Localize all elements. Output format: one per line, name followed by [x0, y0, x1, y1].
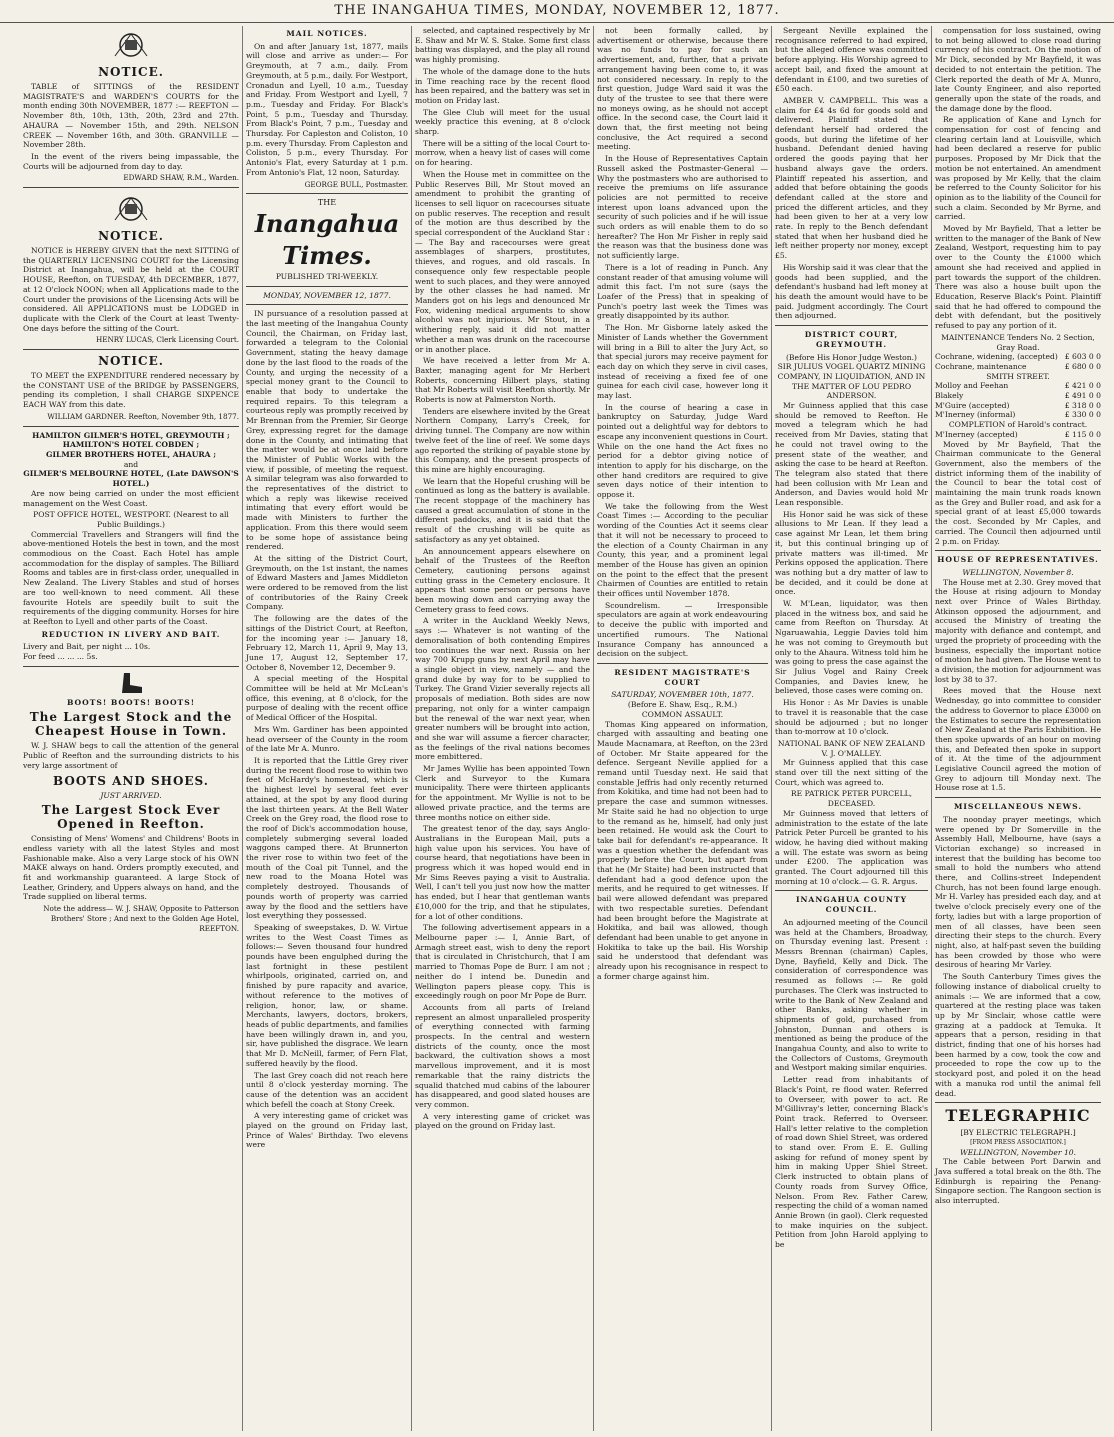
notice-heading: NOTICE. — [98, 65, 164, 79]
smith-street-heading: SMITH STREET. — [986, 371, 1050, 381]
post-office-hotel: POST OFFICE HOTEL, WESTPORT. (Nearest to all Public Buildings.) — [33, 510, 229, 529]
district-court-heading: DISTRICT COURT, GREYMOUTH. — [804, 330, 899, 349]
house-report: Rees moved that the House next Wednesday, go into committee to consider the address to Governor to place £3000 on the Estimates to secure the representation of New Zealand at the Paris Exhibition. He then spoke upwards of an hour on moving this, and Defeated then spoke in support of it. At the time of the adjournment Legislative Council agreed the motion of Grey to adjourn till Monday next. The House rose at 1.5. — [935, 686, 1101, 793]
hotel-name: and — [123, 459, 139, 469]
travellers-text: Commercial Travellers and Strangers will find the above-mentioned Hotels the best in town, and the most commodious on the Coast. Each Hotel has ample accommodation for the display of samples. The Billiard Rooms and tables are in first-class order, unequalled in New Zealand. The Livery Stables and stud of horses are too well-known to need comment. All these favourite Hotels are speedily built to suit the requirements of the digging community. Horses for hire at Reefton to Lyell and other parts of the Coast. — [23, 529, 239, 626]
column-4 — [593, 26, 771, 1431]
divider — [935, 1102, 1101, 1103]
tender-amount: £ 491 0 0 — [1064, 391, 1101, 401]
tender-row — [935, 352, 1101, 362]
nameplate-the: THE — [317, 198, 337, 208]
court-report: His Worship said it was clear that the goods had been supplied, and the defendant's husband had left money at his death the amount would have to be paid. Judgment accordingly. The Court then adjourned. — [775, 262, 928, 321]
news-item: When the House met in committee on the Public Reserves Bill, Mr Stout moved an amendment to prohibit the granting of licenses to sell liquor on racecourses situate on public reserves. The reception and result of the motion are thus described by the special correspondent of the Auckland Star :— The Bay and racecourses were great assemblages of sharpers, prostitutes, thieves, and rogues, and old rascals. In consequence only few respectable people went to such places, and they were annoyed by the other classes he had named. Mr Manders got on his legs and denounced Mr Fox, widening medical arguments to show alcohol was not injurious. Mr Stout, in a withering reply, said it did not matter whether a man was drunk on the racecourse or in another place. — [415, 169, 590, 354]
hotel-name: HAMILTON GILMER'S HOTEL, GREYMOUTH ; — [32, 430, 230, 440]
just-arrived-label: JUST ARRIVED. — [100, 790, 162, 800]
purcell-case-title: RE PATRICK PETER PURCELL, DECEASED. — [790, 789, 913, 809]
tender-row — [935, 391, 1101, 401]
council-report: Moved by Mr Bayfield, That the Chairman communicate to the General Government, also the members of the district informing them of the inability of the Council to bear the total cost of maintaining the main trunk roads known as the Grey and Buller road, and ask for a special grant of at least £5,000 towards the cost. Seconded by Mr Caples, and carried. The Council then adjourned until 2 p.m. on Friday. — [935, 439, 1101, 546]
news-item: The following are the dates of the sittings of the District Court, at Reefton, for the incoming year :— January 18, February 12, March 11, April 9, May 13, June 17, August 12, September 17, October 8, November 12, December 9. — [246, 614, 408, 672]
boot-icon — [23, 671, 239, 695]
hotels-management-text: Are now being carried on under the most efficient management on the West Coast. — [23, 488, 239, 508]
press-association-label: [FROM PRESS ASSOCIATION.] — [970, 1138, 1066, 1146]
news-item: An announcement appears elsewhere on behalf of the Trustees of the Reefton Cemetery, cautioning persons against cutting grass in the Cemetery enclosure. It appears that some person or persons have been mowing down and carrying away the Cemetery grass to feed cows. — [415, 546, 590, 614]
news-item: In the House of Representatives Captain Russell asked the Postmaster-General — Why the postmasters who are authorised to receive the premiums on life assurance policies are not permitted to receive interest upon loans advanced upon the security of such policies and if he will issue such orders as will enable them to do so hereafter? The Hon Mr Fisher in reply said the reason was that the business done was not sufficiently large. — [597, 154, 768, 261]
page-masthead: THE INANGAHUA TIMES, MONDAY, NOVEMBER 12, 1877. — [0, 0, 1114, 23]
district-court-report: W. M'Lean, liquidator, was then placed in the witness box, and said he came from Reefton on Thursday. At Ngaruawahia, Leggie Davies told him he was not coming to Greymouth but only to the Ahaura. Witness told him he was going to press the case against the Sir Julius Vogel and Rainy Creek Companies, and Davies knew, he believed, those cases were coming on. — [775, 599, 928, 696]
divider — [23, 349, 239, 350]
district-court-case: SIR JULIUS VOGEL QUARTZ MINING COMPANY, IN LIQUIDATION, AND IN THE MATTER OF LOU PEDRO ANDERSON. — [777, 362, 926, 401]
feed-rate: For feed ... ... ... 5s. — [23, 652, 98, 662]
divider — [935, 797, 1101, 798]
telegraphic-heading: TELEGRAPHIC — [945, 1106, 1091, 1126]
county-council-heading: INANGAHUA COUNTY COUNCIL. — [795, 895, 908, 915]
county-council-report: An adjourned meeting of the Council was held at the Chambers, Broadway, on Thursday evening last. Present : Messrs Brennan (chairman) Caples, Dyne, Bayfield, Kelly and Dick. The consideration of correspondence was resumed as follows :— Re gold purchases. The Clerk was instructed to write to the Bank of New Zealand and other Banks, asking whether in shipments of gold, purchased from Johnston, Dunnan and others is mentioned as being the produce of the Inangahua County, and also to write to the Collectors of Customs, Greymouth and Westport making similar enquiries. — [775, 917, 928, 1073]
news-item: A writer in the Auckland Weekly News, says :— Whatever is not wanting of the demoralisation of both contending Empires too continues the war next. Russia on her way 700 Krupp guns by next April may have a single object in view, namely — and the grand duke by way for to be supplied to Turkey. The Grand Vizier severally rejects all proposals of mediation. Both sides are now preparing, not only for a winter campaign but the renewal of the war next year, when greater numbers will be brought into action, and she war will assume a fiercer character, as the feelings of the rival nations becomes more embittered. — [415, 616, 590, 762]
hotel-name: GILMER BROTHERS HOTEL, AHAURA ; — [45, 449, 216, 459]
licensing-court-notice: NOTICE is HEREBY GIVEN that the next SITTING of the QUARTERLY LICENSING COURT for the Licensing District at Inangahua, will be held at the COURT HOUSE, Reefton, on TUESDAY, 4th DECEMBER, 1877, at 12 O'clock NOON; when all Applications made to the Court under the provisions of the Licensing Acts will be considered. All APPLICATIONS must be LODGED in duplicate with the Clerk of the Court at least Twenty-One days before the sitting of the Court. — [23, 246, 239, 333]
court-sittings-note: In the event of the rivers being impassable, the Courts will be adjourned from day to day. — [23, 151, 239, 171]
divider — [23, 666, 239, 667]
news-item: The Glee Club will meet for the usual weekly practice this evening, at 8 o'clock sharp. — [415, 107, 590, 137]
news-item: Mrs Wm. Gardiner has been appointed head overseer of the County in the room of the late Mr A. Munro. — [246, 724, 408, 754]
published-line: PUBLISHED TRI-WEEKLY. — [275, 271, 379, 281]
district-court-report: His Honor said he was sick of these allusions to Mr Lean. If they lead a case against Mr Lean, let them bring it, but this continual bringing up of private matters was ill-timed. Mr Perkins opposed the application. There was nothing but a dry matter of law to be decided, and it could be done at once. — [775, 509, 928, 597]
newspaper-nameplate: Inangahua Times. — [254, 208, 400, 270]
reduction-heading: REDUCTION IN LIVERY AND BAIT. — [41, 629, 221, 639]
house-dateline: WELLINGTON, November 8. — [962, 567, 1074, 577]
news-item: It is reported that the Little Grey river during the recent flood rose to within two feet of McHardy's homestead, which is the highest level by several feet ever attained, at the spot by any flood during the last thirteen years. At the Bell Water Creek on the Grey road, the flood rose to the roof of Dick's accommodation house, completely submerging several loaded waggons camped there. At Brunnerton the river rose to within two feet of the mouth of the Coal pit Tunnel, and the new road to the Moana Hotel was completely destroyed. Thousands of pounds worth of property was carried away by the flood and the settlers have lost everything they possessed. — [246, 756, 408, 921]
boots-shoes-heading: BOOTS AND SHOES. — [53, 773, 209, 788]
tender-amount: £ 421 0 0 — [1064, 381, 1101, 391]
shaw-intro-text: W. J. SHAW begs to call the attention of the general Public of Reefton and the surrounding districts to his very large assortment of — [23, 741, 239, 770]
divider — [23, 187, 239, 188]
telegraph-report: The Cable between Port Darwin and Java suffered a total break on the 8th. The Edinburgh is repairing the Penang-Singapore section. The Rangoon section is also interrupted. — [935, 1157, 1101, 1206]
tender-name: Blakely — [935, 391, 964, 401]
tender-amount: £ 330 0 0 — [1064, 410, 1101, 420]
news-item: The greatest tenor of the day, says Anglo-Australians in the European Mail, puts a high value upon his services. You have of course heard, that negotiations have been in progress which it was hoped would end in Mr Sims Reeves paying a visit to Australia. Well, I can't tell you just now how the matter has ended, but I hear that gentleman wants £10,000 for the trip, and that he stipulates, for a lot of other conditions. — [415, 824, 590, 921]
news-item: The Hon. Mr Gisborne lately asked the Minister of Lands whether the Government will bring in a Bill to alter the Jury Act, so that special jurors may receive payment for each day on which they serve in civil cases, instead of receiving a fixed fee of one guinea for each civil case, however long it may last. — [597, 323, 768, 401]
rm-court-report: Thomas King appeared on information, charged with assaulting and beating one Maude Macnamara, at Reefton, on the 23rd of October. Mr Staite appeared for the defence. Sergeant Neville applied for a remand until Tuesday next. He said that constable Jeffris had only recently returned from Kokitika, and time had not been had to prepare the case and summon witnesses. Mr Staite said he had no objection to urge to the remand as he, himself, had only just been retained. He would ask the Court to take bail for defendant's re-appearance. It was a question whether the defendant was properly before the Court, but apart from that he (Mr Staite) had been instructed that defendant had a good defence upon the merits, and he required to get witnesses. If bail were allowed defendant was prepared with two respectable sureties. Defendant had been brought before the Magistrate at Hokitika, and bail was allowed, though defendant had been unable to get anyone in Hokitika to take up the bail. His Worship said he understood that defendant was already upon his recognisance in respect to a former charge against him. — [597, 719, 768, 981]
page-columns — [20, 26, 1104, 1431]
harold-contract-heading: COMPLETION of Harold's contract. — [948, 420, 1088, 430]
shaw-stock-text: Consisting of Mens' Womens' and Childrens' Boots in endless variety with all the latest Styles and most Fashionable make. Also a very Large stock of his OWN MAKE always on hand. Orders promptly executed, and fit and workmanship guaranteed. A large Stock of Leather, Grindery, and Uppers always on hand, and the Trade supplied on liberal terms. — [23, 834, 239, 902]
bank-case-title: NATIONAL BANK OF NEW ZEALAND V. J. O'MALLEY. — [777, 738, 926, 758]
tender-name: M'Guire (accepted) — [935, 400, 1010, 410]
tender-row — [935, 401, 1101, 411]
column-1 — [20, 26, 242, 1431]
mail-notices-heading: MAIL NOTICES. — [286, 29, 368, 38]
hotel-name: HAMILTON'S HOTEL COBDEN ; — [62, 440, 200, 450]
district-court-report: His Honor : As Mr Davies is unable to travel it is reasonable that the case should be adjourned ; but no longer than to-morrow at 10 o'clock. — [775, 698, 928, 737]
column-5 — [771, 26, 931, 1431]
news-item: We take the following from the West Coast Times :— According to the peculiar wording of the Counties Act it seems clear that it will not be necessary to proceed to the election of a County Chairman in any County, this year, and a prominent legal member of the House has given an opinion on the point to the effect that the present Chairmen of Counties are entitled to retain their offices until November 1878. — [597, 501, 768, 599]
divider — [246, 193, 408, 194]
news-item: A special meeting of the Hospital Committee will be held at Mr McLean's office, this evening, at 8 o'clock, for the purpose of dealing with the recent office of Medical Officer of the Hospital. — [246, 674, 408, 723]
divider — [246, 286, 408, 287]
council-report: Moved by Mr Bayfield, That a letter be written to the manager of the Bank of New Zealand, Westport, requesting him to pay over to the County the £1000 which amount she had received and applied in part towards the support of the children. There was also a house built upon the Education, Reserve Black's Point. Plaintiff said that he had offered to compound the debt with defendant, but the positively refused to pay any portion of it. — [935, 224, 1101, 331]
mail-notices-text: On and after January 1st, 1877, mails will close and arrive as under:— For Greymouth, at 7 a.m., daily. From Greymouth, at 5 p.m., daily. For Westport, Cronadun and Lyell, 10 a.m., Tuesday and Friday. From Westport and Lyell, 7 p.m., Tuesday and Friday. For Black's Point, 5 p.m., Tuesday and Thursday. From Black's Point, 7 p.m., Tuesday and Thursday. For Capleston and Coliston, 10 p.m. every Thursday. From Capleston and Coliston, 5 p.m., every Thursday. For Antonio's Flat, every Saturday at 1 p.m. From Antonio's Flat, 12 noon, Saturday. — [246, 41, 408, 177]
county-council-report: Letter read from inhabitants of Black's Point, re flood water. Referred to Overseer, with power to act. Re M'Gillivray's letter, concerning Black's Point track. Referred to Overseer. Hall's letter relative to the completion of road down Shiel Street, was ordered to stand over. From E. E. Gulling asking for refund of money spent by him in making Upper Shiel Street. Clerk instructed to obtain plans of County roads from Survey Office, Nelson. From Rev. Father Carew, respecting the child of a woman named Annie Brown (in gaol). Clerk requested to make inquiries on the subject. Petition from John Harold applying to be — [775, 1075, 928, 1250]
rm-court-date: SATURDAY, NOVEMBER 10th, 1877. — [611, 690, 754, 700]
district-court-before: (Before His Honor Judge Weston.) — [785, 352, 918, 362]
livery-rate: Livery and Bait, per night ... 10s. — [23, 642, 151, 652]
licensing-court-signature: HENRY LUCAS, Clerk Licensing Court. — [95, 335, 239, 345]
house-heading: HOUSE OF REPRESENTATIVES. — [937, 555, 1099, 565]
tender-name: Cochrane, widening, (accepted) — [935, 352, 1058, 362]
misc-news-heading: MISCELLANEOUS NEWS. — [953, 802, 1083, 812]
notice-heading: NOTICE. — [98, 354, 164, 369]
rm-court-heading: RESIDENT MAGISTRATE'S COURT — [614, 668, 751, 687]
tender-row — [935, 362, 1101, 372]
divider — [23, 426, 239, 427]
tender-row — [935, 381, 1101, 391]
purcell-case-report: Mr Guinness moved that letters of administration to the estate of the late Patrick Peter Purcell be granted to his widow, he having died without making a will. The estate was sworn as being under £200. The application was granted. The Court adjourned till this morning at 10 o'clock.— G. R. Argus. — [775, 808, 928, 886]
news-item: The last Grey coach did not reach here until 8 o'clock yesterday morning. The cause of the detention was an accident which befell the coach at Stony Creek. — [246, 1070, 408, 1109]
divider — [775, 325, 928, 326]
tender-amount: £ 680 0 0 — [1064, 361, 1101, 371]
mail-notices-signature: GEORGE BULL, Postmaster. — [304, 179, 408, 189]
hotel-name: GILMER'S MELBOURNE HOTEL, (Late DAWSON'S HOTEL.) — [23, 469, 239, 489]
misc-news-item: The South Canterbury Times gives the following instance of diabolical cruelty to animals :— We are informed that a cow, quartered at the resting place was taken up by Mr Sinclair, whose cattle were grazing at a paddock at Temuka. It appears that a person, residing in that district, finding that one of his horses had been harmed by a cow, took the cow and proceeded to rope the cow up to the stockyard post, and poled it on the head with a manuka rod until the animal fell dead. — [935, 972, 1101, 1098]
court-report: AMBER V. CAMPBELL. This was a claim for £4 4s 6d for goods sold and delivered. Plaintiff stated that defendant herself had ordered the goods, but during the lifetime of her husband. Defendant denied having ordered the goods paying that her husband always gave the orders. Plaintiff repeated his assertion, and added that before obtaining the goods defendant called at the store and priced the different articles, and they had been given to her at a very low rate. In reply to the Bench defendant stated that when her husband died he left neither property nor money, except £5. — [775, 95, 928, 261]
rm-court-before: (Before E. Shaw, Esq., R.M.) — [627, 700, 738, 710]
news-item: Scoundrelism. — Irresponsible speculators are again at work endeavouring to deceive the public with imported and uncertified rumours. The National Insurance Company has announced a decision on the subject. — [597, 600, 768, 659]
tender-row — [935, 430, 1101, 440]
maintenance-tenders-heading: MAINTENANCE Tenders No. 2 Section, Gray Road. — [941, 332, 1095, 352]
royal-crest-icon — [23, 28, 239, 62]
tender-amount: £ 115 0 0 — [1064, 429, 1101, 439]
notice-heading: NOTICE. — [98, 229, 164, 244]
news-item: Tenders are elsewhere invited by the Great Northern Company, Larry's Creek, for driving tunnel. The Company are now within twelve feet of the line of reef. We some days ago reported the striking of payable stone by this Company, and the present prospects of this mine are highly encouraging. — [415, 406, 590, 474]
house-report: The House met at 2.30. Grey moved that the House at rising adjourn to Monday next over Prince of Wales Birthday. Atkinson opposed the adjournment, and accused the Ministry of treating the majority with defiance and contempt, and urged the propriety of proceeding with the business, especially the important notice of motion he had given. The House went to a division, the motion for adjournment was lost by 38 to 37. — [935, 577, 1101, 684]
tender-name: Molloy and Feehan — [935, 381, 1009, 391]
rm-court-case-title: COMMON ASSAULT. — [641, 709, 724, 719]
district-court-report: Mr Guinness applied that this case should be removed to Reefton. He moved a telegram which he had received from Mr Davies, stating that he could not travel owing to the present state of the weather, and asking the case to be heard at Reefton. The telegram also stated that there had been collusion with Mr Lean and Anderson, and Davies would hold Mr Lean responsible. — [775, 401, 928, 508]
court-sittings-signature: EDWARD SHAW, R.M., Warden. — [123, 173, 239, 183]
royal-crest-icon — [23, 192, 239, 226]
news-item: We have received a letter from Mr A. Baxter, managing agent for Mr Herbert Roberts, concerning Hilbert plays, stating that Mr Roberts will visit Reefton shortly. Mr Roberts is now at Palmerston North. — [415, 356, 590, 405]
news-item: A very interesting game of cricket was played on the ground on Friday last. — [415, 1111, 590, 1131]
news-item: Mr James Wyllie has been appointed Town Clerk and Surveyor to the Kumara municipality. There were thirteen applicants for the appointment. Mr Wyllie is not to be allowed private practice, and the terms are three months notice on either side. — [415, 764, 590, 822]
column-2 — [242, 26, 411, 1431]
dateline: MONDAY, NOVEMBER 12, 1877. — [263, 290, 391, 300]
news-item: Accounts from all parts of Ireland represent an almost unparalleled prosperity of everything connected with farming prospects. In the central and western districts of the county, once the most backward, the cultivation shows a most marvellous improvement, and it is most remarkable that the rainy districts the squalid thatched mud cabins of the labourer has disappeared, and good slated houses are very common. — [415, 1002, 590, 1109]
tender-name: M'Inerney (informal) — [935, 410, 1016, 420]
shaw-address: Note the address— W. J. SHAW, Opposite to Patterson Brothers' Store ; And next to the Golden Age Hotel, REEFTON. — [43, 904, 239, 933]
divider — [246, 304, 408, 305]
council-report: Re application of Kane and Lynch for compensation for cost of fencing and clearing certain land at Louisville, which had been declared a reserve for public purposes. Proposed by Mr Dick that the motion be not entertained. An amendment was proposed by Mr Kelly, that the claim be referred to the County Solicitor for his opinion as to the liability of the Council for such a claim. Seconded by Mr Byrne, and carried. — [935, 115, 1101, 222]
tender-amount: £ 603 0 0 — [1064, 352, 1101, 362]
bank-case-report: Mr Guinness applied that this case stand over till the next sitting of the Court, which was agreed to. — [775, 758, 928, 787]
bridge-toll-notice: TO MEET the EXPENDITURE rendered necessary by the CONSTANT USE of the BRIDGE by PASSENGERS, pending its completion, I shall CHARGE SIXPENCE EACH WAY from this date. — [23, 371, 239, 410]
telegraph-dateline: WELLINGTON, November 10. — [959, 1147, 1077, 1157]
news-item: In the course of hearing a case in bankruptcy on Saturday, Judge Ward pointed out a delightful way for debtors to escape any inconvenient questions in Court. While on the one hand the Act fixes no period for a debtor giving notice of intention to apply for his discharge, on the other hand creditors are required to give seven days notice of their intention to oppose it. — [597, 402, 768, 500]
news-item: not been formally called, by advertisement or otherwise, because there was no funds to pay for such an advertisement, and, further, that a private arrangement having been come to, it was not considered necessary. In reply to the first question, Judge Ward said it was the duty of the trustee to see that there were no moneys owing, as he should not accept office. In the second case, the Court laid it down that, the first meeting not being conclusive, the Act required a second meeting. — [597, 26, 768, 152]
largest-stock-ever-heading: The Largest Stock Ever Opened in Reefton. — [41, 803, 221, 832]
column-6 — [931, 26, 1104, 1431]
column-3 — [411, 26, 593, 1431]
boots-heading: BOOTS! BOOTS! BOOTS! — [66, 697, 196, 707]
news-item: At the sitting of the District Court, Greymouth, on the 1st instant, the names of Edward Masters and James Middleton were ordered to be removed from the list of contributories of the Rainy Creek Company. — [246, 553, 408, 612]
divider — [935, 550, 1101, 551]
tender-amount: £ 318 0 0 — [1064, 400, 1101, 410]
bridge-toll-signature: WILLIAM GARDNER. Reefton, November 9th, 1877. — [47, 411, 239, 421]
news-item: There will be a sitting of the local Court to-morrow, when a heavy list of cases will come on for hearing. — [415, 138, 590, 168]
news-item: We learn that the Hopeful crushing will be continued as long as the battery is available. The recent stoppage of the machinery has caused a great accumulation of stone in the different paddocks, and it is said that the result of the crushing will be quite as satisfactory as any yet obtained. — [415, 476, 590, 544]
tender-row — [935, 410, 1101, 420]
news-item: There is a lot of reading in Punch. Any constant reader of that amusing volume will admit this fact. I'm not sure (says the Loafer of the Press) that in speaking of Punch's poetry last week the Times was greatly disappointed by its author. — [597, 262, 768, 321]
tender-name: M'Inerney (accepted) — [935, 429, 1018, 439]
court-report: Sergeant Neville explained the recognisance referred to had expired, but the alleged offence was committed before applying. His Worship agreed to accept bail, and fixed the amount at defendant in £100, and two sureties of £50 each. — [775, 26, 928, 94]
news-item: The whole of the damage done to the huts in Time reaching race by the recent flood has been repaired, and the battery was set in motion on Friday last. — [415, 66, 591, 105]
misc-news-item: The noonday prayer meetings, which were opened by Dr Somerville in the Assembly Hall, Melbourne, have (says a Victorian exchange) so increased in interest that the building has become too small to hold the numbers who attend there, and Collins-street Independent Church, has not been found large enough. Mr H. Varley has presided each day, and at twelve o'clock precisely every one of the forty, ladies but with a large proportion of men of all classes, have been seen directing their steps to the church. Every night, also, at half-past seven the building has been crowded by those who were desirous of hearing Mr Varley. — [935, 814, 1101, 970]
council-report: compensation for loss sustained, owing to not being allowed to close road during currency of his contract. On the motion of Mr Dick, seconded by Mr Bayfield, it was decided to not entertain the petition. The Clerk reported the death of Mr A. Munro, late County Engineer, and also reported generally upon the state of the roads, and the damage done by the flood. — [935, 26, 1101, 113]
tender-name: Cochrane, maintenance — [935, 361, 1027, 371]
largest-stock-heading: The Largest Stock and the Cheapest House in Town. — [29, 710, 233, 739]
divider — [597, 663, 768, 664]
news-item: selected, and captained respectively by Mr E. Shaw and Mr W. S. Stake. Some first class batting was displayed, and the play all round was highly promising. — [415, 26, 590, 65]
court-sittings-notice: TABLE of SITTINGS of the RESIDENT MAGISTRATE'S and WARDEN'S COURTS for the month ending 30th NOVEMBER, 1877 :— REEFTON — November 8th, 10th, 13th, 20th, 23rd and 27th. AHAURA — November 15th, and 29th. NELSON CREEK — November 16th, and 30th. GRANVILLE — November 28th. — [23, 82, 239, 150]
telegraph-subheading: [BY ELECTRIC TELEGRAPH.] — [960, 1128, 1076, 1138]
news-item: A very interesting game of cricket was played on the ground on Friday last, Prince of Wales' Birthday. Two elevens were — [246, 1111, 408, 1150]
divider — [775, 890, 928, 891]
editorial-article: IN pursuance of a resolution passed at the last meeting of the Inangahua County Council, the Chairman, on Friday last, forwarded a telegram to the Colonial Government, stating the heavy damage done by the last flood to the roads of the County, and urging the necessity of a special money grant to the Council to enable that body to undertake the required repairs. To this telegram a courteous reply was promptly received by Mr Brennan from the Premier, Sir George Grey, expressing regret for the damage done in the County, and intimating that the matter would be at once laid before the Minister of Public Works with the view, if possible, of meeting the request. A similar telegram was also forwarded to the representatives of the district to which a reply was likewise received intimating that every effort would be made with Ministers to further the application. From this there would seem to be some hope of assistance being rendered. — [246, 309, 408, 552]
news-item: Speaking of sweepstakes, D. W. Virtue writes to the West Coast Times as follows:— Seven thousand four hundred pounds have been engulphed during the last fortnight in these pestilent whirlpools, originated, carried on, and finished by pure rapacity and avarice, without reference to the motives of religion, honor, law, or shame. Merchants, lawyers, doctors, brokers, heads of public departments, and families have been willingly drawn in, and you, sir, have published the disgrace. We learn that Mr D. McNeill, farmer, of Fern Flat, suffered heavily by the flood. — [246, 922, 408, 1068]
news-item: The following advertisement appears in a Melbourne paper :— I, Annie Bart, of Armagh street east, wish to deny the report that is circulated in Christchurch, that I am married to Thomas Pope de Burr. I am not ; neither do I intend be. Dunedin and Wellington papers please copy. This is exceedingly rough on poor Mr Pope de Burr. — [415, 923, 590, 1001]
